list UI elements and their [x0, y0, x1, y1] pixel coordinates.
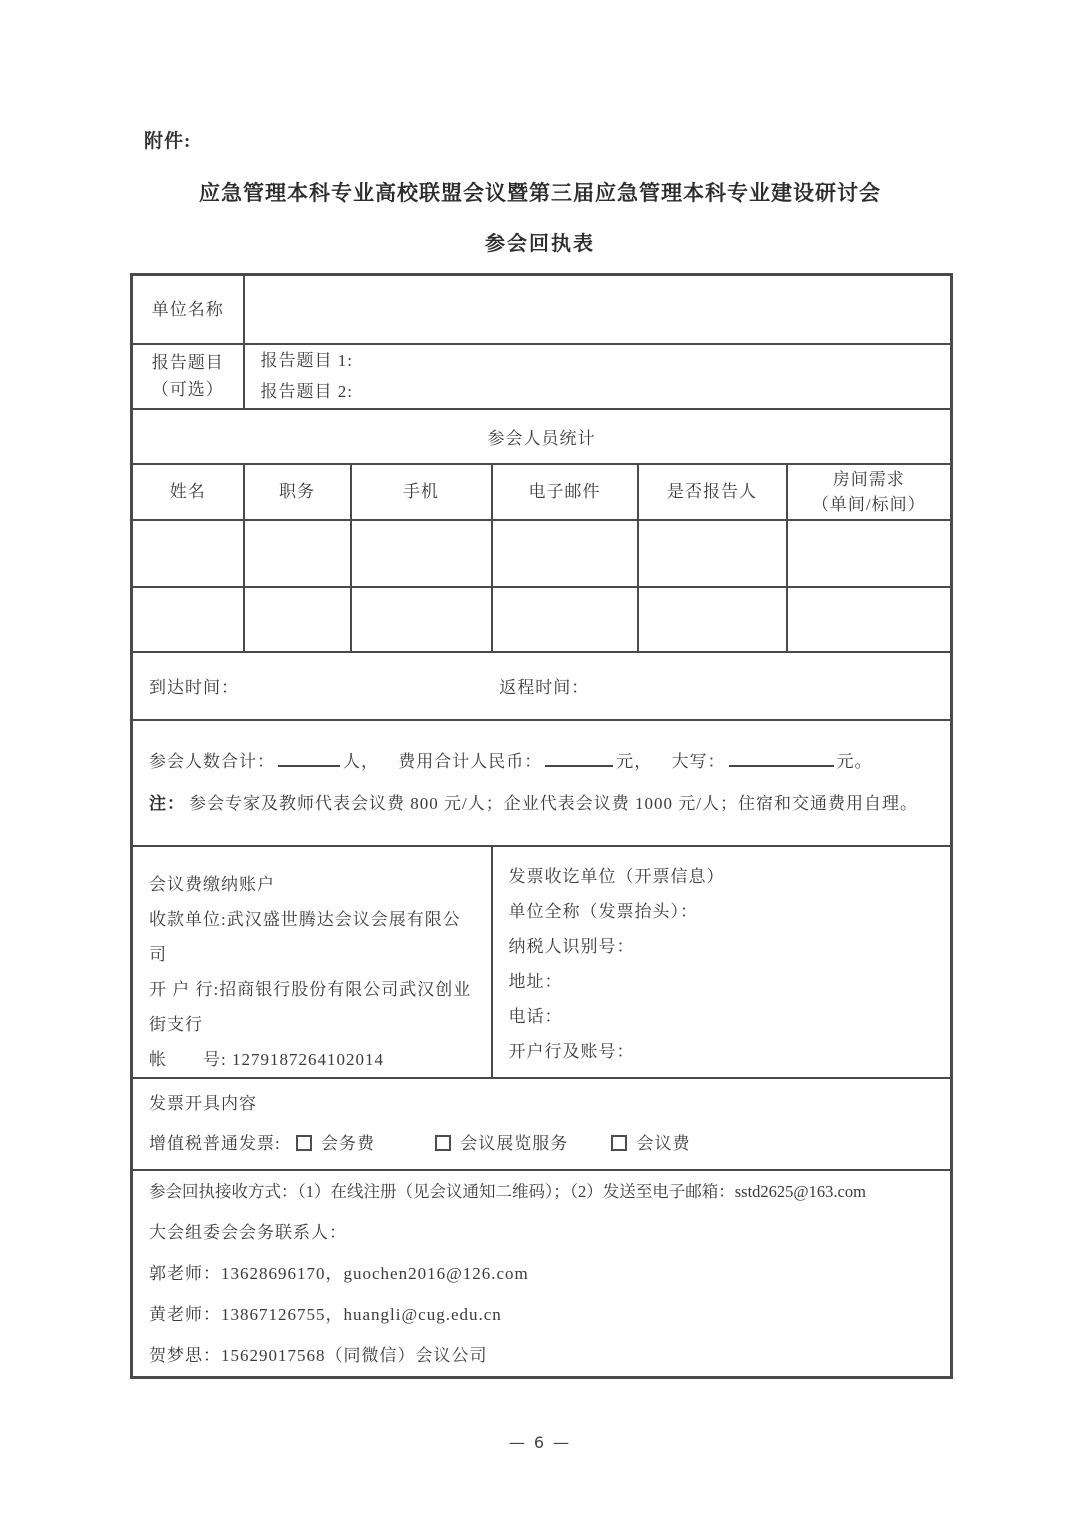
column-header-email: 电子邮件	[492, 464, 638, 520]
option-meeting-affairs-fee	[296, 1134, 375, 1153]
invoice-tax-id-label: 纳税人识别号：	[508, 936, 635, 956]
column-header-name: 姓名	[132, 464, 244, 520]
payment-payee: 收款单位:武汉盛世腾达会议会展有限公司	[149, 909, 461, 964]
document-page	[130, 0, 950, 1452]
payment-invoice-row	[132, 846, 952, 1078]
contact-info-cell	[132, 1170, 952, 1378]
document-title: 应急管理本科专业高校联盟会议暨第三届应急管理本科专业建设研讨会	[199, 181, 881, 205]
contact-info-row	[132, 1170, 952, 1378]
page-number: — 6 —	[508, 1432, 572, 1452]
fee-note-line	[149, 783, 942, 825]
invoice-address-label: 地址：	[508, 971, 563, 991]
count-unit: 人，	[343, 751, 379, 771]
column-header-presenter: 是否报告人	[638, 464, 787, 520]
invoice-recipient-title: 发票收讫单位（开票信息）	[508, 866, 725, 886]
vat-options-line	[149, 1124, 942, 1164]
totals-cell	[132, 720, 952, 846]
participant-cell	[244, 520, 351, 587]
report-title-row	[132, 344, 952, 409]
invoice-phone-label: 电话：	[508, 1006, 563, 1026]
participant-cell	[638, 520, 787, 587]
contacts-heading: 大会组委会会务联系人：	[149, 1222, 347, 1242]
totals-row	[132, 720, 952, 846]
fee-unit: 元，	[616, 751, 653, 771]
payment-bank: 开 户 行:招商银行股份有限公司武汉创业街支行	[149, 979, 472, 1034]
return-time-label: 返程时间：	[499, 678, 590, 697]
travel-time-row	[132, 652, 952, 720]
report-title-label	[132, 344, 244, 409]
unit-name-label: 单位名称	[132, 275, 244, 344]
checkbox-meeting-affairs-fee-icon	[296, 1135, 312, 1151]
travel-time-cell	[132, 652, 952, 720]
option-exhibition-service	[435, 1134, 568, 1153]
invoice-content-title: 发票开具内容	[149, 1093, 257, 1113]
option-label: 会议费	[636, 1133, 691, 1153]
caps-blank-line	[729, 752, 834, 767]
arrival-time-label: 到达时间：	[149, 678, 239, 697]
vat-invoice-label: 增值税普通发票:	[149, 1133, 281, 1153]
invoice-info-cell	[492, 846, 952, 1078]
column-header-position: 职务	[244, 464, 351, 520]
fee-blank-line	[545, 752, 613, 767]
receipt-method-text: 参会回执接收方式：（1）在线注册（见会议通知二维码）；（2）发送至电子邮箱：sstd2625@163.com	[149, 1181, 866, 1201]
invoice-content-row	[132, 1078, 952, 1170]
participants-header-row	[132, 464, 952, 520]
participant-cell	[787, 587, 952, 652]
registration-form-table	[130, 273, 953, 1379]
checkbox-conference-fee-icon	[611, 1135, 627, 1151]
payment-account-cell	[132, 846, 492, 1078]
invoice-content-cell	[132, 1078, 952, 1170]
contact-he: 贺梦思：15629017568（同微信）会议公司	[149, 1345, 488, 1365]
note-text: 参会专家及教师代表会议费 800 元/人；企业代表会议费 1000 元/人；住宿和交通费用自理。	[189, 793, 918, 813]
participant-row	[132, 520, 952, 587]
option-conference-fee	[611, 1134, 690, 1153]
participant-cell	[132, 520, 244, 587]
option-label: 会务费	[320, 1133, 375, 1153]
report-title-value-cell	[244, 344, 952, 409]
report-title-label-line2: （可选）	[151, 380, 224, 399]
count-blank-line	[278, 752, 340, 767]
participants-section-row	[132, 409, 952, 464]
report-title-2-label: 报告题目 2:	[260, 382, 353, 401]
option-label: 会议展览服务	[460, 1133, 569, 1153]
total-fee-label: 费用合计人民币：	[398, 751, 543, 771]
form-title: 参会回执表	[485, 233, 595, 255]
payment-account-title: 会议费缴纳账户	[149, 874, 275, 894]
participant-cell	[244, 587, 351, 652]
unit-name-row	[132, 275, 952, 344]
column-header-room	[787, 464, 952, 520]
participant-cell	[132, 587, 244, 652]
total-caps-label: 大写：	[671, 751, 726, 771]
payment-account-number: 帐 号: 1279187264102014	[149, 1049, 384, 1069]
invoice-company-label: 单位全称（发票抬头）：	[508, 901, 698, 921]
participant-cell	[638, 587, 787, 652]
participants-section-header: 参会人员统计	[132, 409, 952, 464]
room-header-line1: 房间需求	[832, 469, 905, 489]
participant-cell	[351, 587, 492, 652]
invoice-bank-label: 开户行及账号：	[508, 1041, 635, 1061]
checkbox-exhibition-service-icon	[435, 1135, 451, 1151]
participant-cell	[787, 520, 952, 587]
column-header-mobile: 手机	[351, 464, 492, 520]
unit-name-value-cell	[244, 275, 952, 344]
participant-row	[132, 587, 952, 652]
report-title-label-line1: 报告题目	[151, 353, 224, 372]
report-title-1-label: 报告题目 1:	[260, 351, 353, 370]
contact-huang: 黄老师：13867126755，huangli@cug.edu.cn	[149, 1304, 502, 1324]
caps-unit: 元。	[836, 751, 873, 771]
participant-cell	[492, 520, 638, 587]
totals-line	[149, 741, 942, 783]
attachment-label: 附件:	[144, 131, 192, 152]
participant-cell	[351, 520, 492, 587]
participant-cell	[492, 587, 638, 652]
room-header-line2: （单间/标间）	[811, 494, 926, 514]
note-label: 注：	[149, 793, 185, 813]
total-count-label: 参会人数合计：	[149, 751, 275, 771]
contact-guo: 郭老师：13628696170，guochen2016@126.com	[149, 1263, 529, 1283]
